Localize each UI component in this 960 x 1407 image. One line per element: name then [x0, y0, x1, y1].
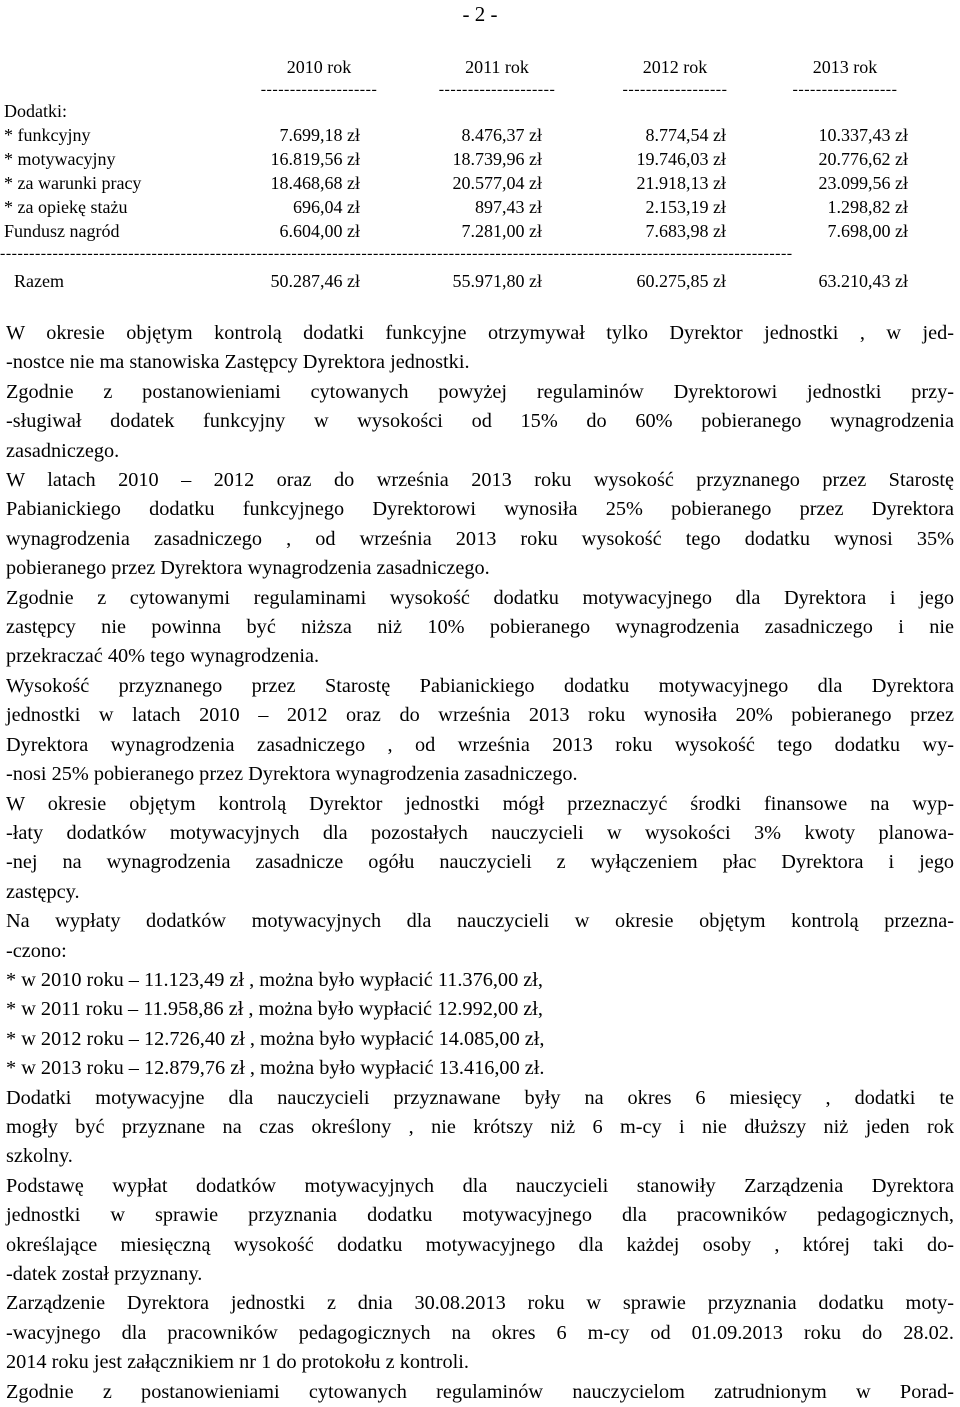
text-line: Zgodnie z postanowieniami cytowanych regulaminów nauczycielom zatrudnionym w Porad- [6, 1380, 954, 1403]
row-label: Fundusz nagród [4, 221, 120, 241]
text-line: szkolny. [6, 1145, 73, 1168]
header-underline-row [0, 79, 960, 99]
cell-value: 1.298,82 zł [827, 197, 908, 217]
cell-value: 7.699,18 zł [279, 125, 360, 145]
text-line: jednostki w latach 2010 – 2012 oraz do września 2013 roku wynosiła 20% pobieranego przez [6, 704, 954, 727]
allowances-table [0, 55, 960, 293]
text-line: * w 2010 roku – 11.123,49 zł , można było wypłacić 11.376,00 zł, [6, 968, 543, 991]
text-line: -sługiwał dodatek funkcyjny w wysokości od 15% do 60% pobieranego wynagrodzenia [6, 410, 954, 433]
section-label-row [0, 99, 960, 123]
header-underline: -------------------- [438, 81, 556, 98]
text-line: Na wypłaty dodatków motywacyjnych dla nauczycieli w okresie objętym kontrolą przezna- [6, 910, 954, 933]
year-header: 2010 rok [286, 57, 352, 77]
cell-value: 7.683,98 zł [645, 221, 726, 241]
year-header: 2012 rok [642, 57, 708, 77]
text-line: -wacyjnego dla pracowników pedagogicznych na okres 6 m-cy od 01.09.2013 roku do 28.02. [6, 1321, 954, 1344]
text-line: pobieranego przez Dyrektora wynagrodzenia zasadniczego. [6, 557, 490, 580]
cell-value: 20.577,04 zł [452, 173, 542, 193]
table-row [0, 147, 960, 171]
text-line: -łaty dodatków motywacyjnych dla pozostałych nauczycieli w wysokości 3% kwoty planowa- [6, 821, 954, 844]
cell-value: 21.918,13 zł [636, 173, 726, 193]
text-line: wynagrodzenia zasadniczego , od września 2013 roku wysokość tego dodatku wynosi 35% [6, 527, 954, 550]
text-line: Pabianickiego dodatku funkcyjnego Dyrektorowi wynosiła 25% pobieranego przez Dyrektora [6, 498, 954, 521]
header-underline: -------------------- [260, 81, 378, 98]
text-line: -nostce nie ma stanowiska Zastępcy Dyrektora jednostki. [6, 351, 470, 374]
text-line: W latach 2010 – 2012 oraz do września 2013 roku wysokość przyznanego przez Starostę [6, 469, 954, 492]
cell-value: 19.746,03 zł [636, 149, 726, 169]
cell-value: 10.337,43 zł [818, 125, 908, 145]
row-label: * za warunki pracy [4, 173, 142, 193]
total-row [0, 269, 960, 293]
cell-value: 8.476,37 zł [461, 125, 542, 145]
cell-value: 7.281,00 zł [461, 221, 542, 241]
section-label: Dodatki: [4, 101, 67, 121]
text-line: określające miesięczną wysokość dodatku motywacyjnego dla każdej osoby , której taki do- [6, 1233, 954, 1256]
row-label: * za opiekę stażu [4, 197, 128, 217]
text-line: W okresie objętym kontrolą dodatki funkcyjne otrzymywał tylko Dyrektor jednostki , w jed- [6, 322, 954, 344]
cell-value: 8.774,54 zł [645, 125, 726, 145]
cell-value: 2.153,19 zł [645, 197, 726, 217]
total-value: 60.275,85 zł [636, 271, 726, 291]
cell-value: 18.739,96 zł [452, 149, 542, 169]
table-header-row [0, 55, 960, 79]
total-value: 50.287,46 zł [270, 271, 360, 291]
text-line: zastępcy nie powinna być niższa niż 10% pobieranego wynagrodzenia zasadniczego i nie [6, 616, 954, 639]
text-line: * w 2011 roku – 11.958,86 zł , można było wypłacić 12.992,00 zł, [6, 998, 543, 1021]
total-value: 63.210,43 zł [818, 271, 908, 291]
text-line: -datek został przyznany. [6, 1263, 203, 1285]
text-line: W okresie objętym kontrolą Dyrektor jednostki mógł przeznaczyć środki finansowe na wyp- [6, 792, 954, 815]
table-row [0, 123, 960, 147]
cell-value: 897,43 zł [475, 197, 542, 217]
text-line: * w 2013 roku – 12.879,76 zł , można było wypłacić 13.416,00 zł. [6, 1057, 545, 1080]
text-line: zasadniczego. [6, 439, 120, 462]
text-line: Zgodnie z postanowieniami cytowanych powyżej regulaminów Dyrektorowi jednostki przy- [6, 380, 954, 403]
text-line: Zgodnie z cytowanymi regulaminami wysokość dodatku motywacyjnego dla Dyrektora i jego [6, 586, 954, 609]
table-row [0, 195, 960, 219]
cell-value: 7.698,00 zł [827, 221, 908, 241]
total-value: 55.971,80 zł [452, 271, 542, 291]
cell-value: 696,04 zł [293, 197, 360, 217]
row-label: * motywacyjny [4, 149, 116, 169]
cell-value: 18.468,68 zł [270, 173, 360, 193]
page-number: - 2 - [462, 2, 498, 26]
text-line: Dodatki motywacyjne dla nauczycieli przyznawane były na okres 6 miesięcy , dodatki te [6, 1086, 954, 1109]
text-line: 2014 roku jest załącznikiem nr 1 do protokołu z kontroli. [6, 1351, 469, 1374]
text-line: Dyrektora wynagrodzenia zasadniczego , od września 2013 roku wysokość tego dodatku wy- [6, 733, 954, 756]
text-line: -czono: [6, 939, 67, 962]
total-label: Razem [14, 271, 64, 291]
cell-value: 6.604,00 zł [279, 221, 360, 241]
separator-line: ---------------------------------------------------------------------------------------------------------------------------------------- [0, 245, 793, 262]
row-label: * funkcyjny [4, 125, 91, 145]
cell-value: 16.819,56 zł [270, 149, 360, 169]
header-underline: ------------------ [622, 81, 728, 98]
separator-row [0, 243, 960, 269]
text-line: zastępcy. [6, 880, 80, 903]
body-text [6, 319, 954, 1407]
text-line: Podstawę wypłat dodatków motywacyjnych dla nauczycieli stanowiły Zarządzenia Dyrektora [6, 1174, 954, 1197]
text-line: -nosi 25% pobieranego przez Dyrektora wynagrodzenia zasadniczego. [6, 763, 578, 786]
text-line: mogły być przyznane na czas określony , nie krótszy niż 6 m-cy i nie dłuższy niż jeden rok [6, 1115, 954, 1138]
header-underline: ------------------ [792, 81, 898, 98]
table-row [0, 219, 960, 243]
text-line: -nej na wynagrodzenia zasadnicze ogółu nauczycieli z wyłączeniem płac Dyrektora i jego [6, 851, 954, 874]
text-line: przekraczać 40% tego wynagrodzenia. [6, 645, 320, 668]
cell-value: 23.099,56 zł [818, 173, 908, 193]
year-header: 2013 rok [812, 57, 878, 77]
text-line: Zarządzenie Dyrektora jednostki z dnia 30.08.2013 roku w sprawie przyznania dodatku moty- [6, 1292, 954, 1315]
cell-value: 20.776,62 zł [818, 149, 908, 169]
text-line: jednostki w sprawie przyznania dodatku motywacyjnego dla pracowników pedagogicznych, [6, 1204, 954, 1227]
table-row [0, 171, 960, 195]
year-header: 2011 rok [465, 57, 529, 77]
text-line: Wysokość przyznanego przez Starostę Pabianickiego dodatku motywacyjnego dla Dyrektora [6, 674, 954, 697]
text-line: * w 2012 roku – 12.726,40 zł , można było wypłacić 14.085,00 zł, [6, 1027, 545, 1050]
